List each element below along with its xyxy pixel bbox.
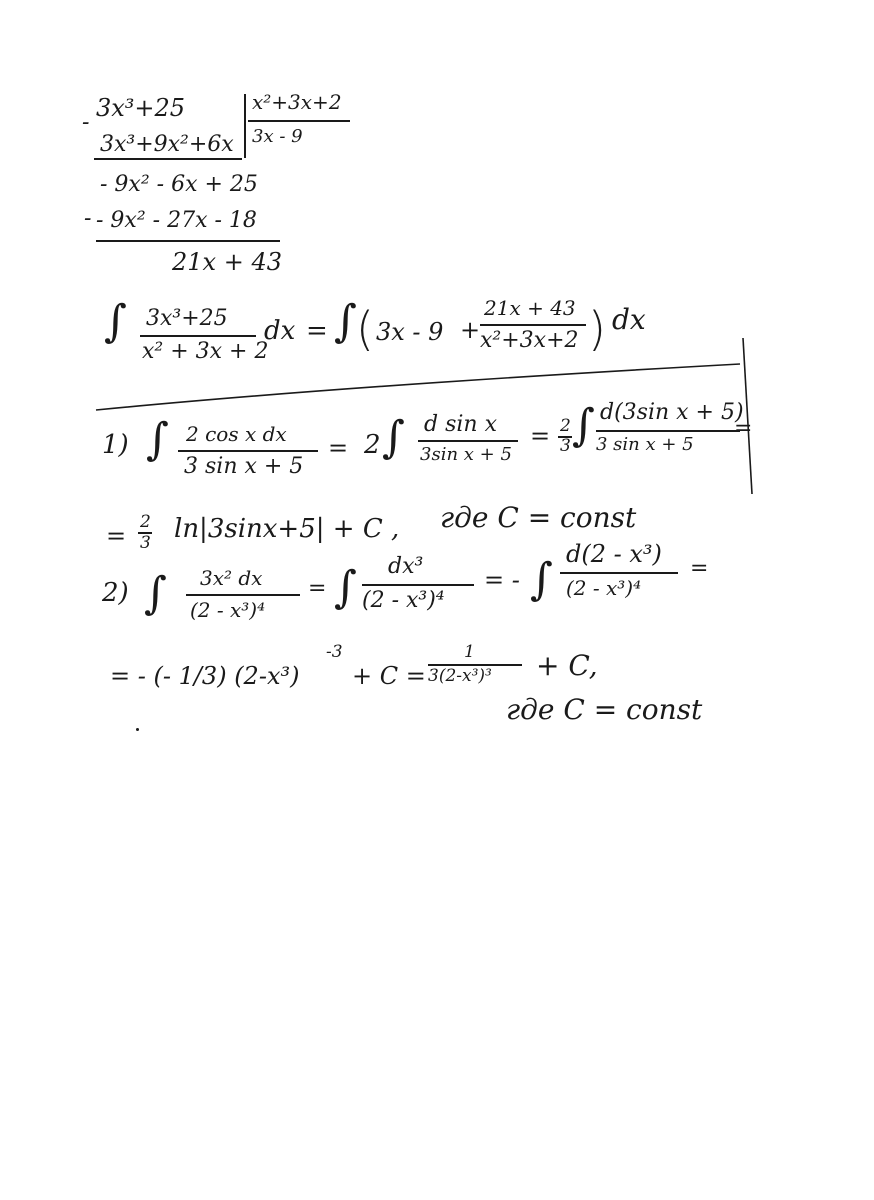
problem-2-numerator-3: d(2 - x³)	[566, 540, 662, 568]
problem-1-numerator-3: d(3sin x + 5)	[600, 400, 744, 425]
problem-2-denominator-3: (2 - x³)⁴	[566, 576, 642, 600]
remainder-denominator: x²+3x+2	[480, 328, 579, 353]
divisor: x²+3x+2	[252, 90, 342, 114]
polynomial-part: 3x - 9	[376, 318, 444, 346]
problem-1-bar-2	[418, 440, 518, 442]
problem-2-line2-mid: + C =	[352, 662, 426, 690]
problem-2-numerator-1: 3x² dx	[200, 566, 263, 590]
problem-1-denominator-3: 3 sin x + 5	[596, 434, 694, 455]
integral-sign-2: ∫	[334, 296, 357, 347]
problem-1-denominator-1: 3 sin x + 5	[184, 454, 304, 479]
product-1: 3x³+9x²+6x	[100, 132, 234, 157]
problem-2-line2-exponent: -3	[326, 642, 343, 662]
problem-2-bar-3	[560, 572, 678, 574]
problem-1-label: 1)	[102, 430, 129, 460]
dividend: 3x³+25	[96, 94, 186, 122]
problem-2-integral-sign-3: ∫	[530, 554, 553, 605]
plus-sign: +	[460, 316, 481, 344]
problem-2-equals-1: =	[308, 576, 327, 601]
problem-1-equals-3: =	[734, 416, 753, 441]
problem-2-integral-sign: ∫	[144, 568, 167, 619]
product-2: - 9x² - 27x - 18	[96, 208, 257, 233]
problem-2-equals-3: =	[690, 556, 709, 581]
integral-sign: ∫	[104, 296, 127, 347]
remainder-numerator: 21x + 43	[484, 296, 576, 320]
problem-1-result-coefficient-numerator: 2	[140, 512, 151, 532]
problem-1-numerator-2: d sin x	[424, 412, 497, 437]
quotient: 3x - 9	[252, 126, 303, 147]
problem-2-line2-fraction-denominator: 3(2-x³)³	[428, 666, 492, 686]
problem-1-integral-sign-2: ∫	[382, 412, 405, 463]
remainder-2: 21x + 43	[172, 248, 282, 276]
dx-1: dx	[264, 316, 296, 346]
problem-1-coefficient-3-denominator: 3	[560, 436, 571, 456]
problem-2-where-clause: где C = const	[506, 693, 703, 726]
problem-1-result-equals: =	[106, 522, 127, 550]
problem-1-result: ln|3sinx+5| + C ,	[174, 514, 400, 544]
division-minus-1: -	[82, 110, 90, 135]
dx-2: dx	[612, 303, 646, 336]
problem-1-bar-1	[178, 450, 318, 452]
problem-1-equals-2: =	[530, 422, 551, 450]
problem-2-denominator-1: (2 - x³)⁴	[190, 598, 266, 622]
problem-1-coefficient-2: 2	[364, 430, 381, 460]
problem-1-denominator-2: 3sin x + 5	[420, 444, 512, 465]
problem-2-line2-start: = - (- 1/3) (2-x³)	[110, 662, 300, 690]
problem-2-integral-sign-2: ∫	[334, 562, 357, 613]
stray-dot	[136, 728, 139, 731]
problem-1-integral-sign: ∫	[146, 414, 169, 465]
problem-2-bar-2	[362, 584, 474, 586]
problem-1-where-clause: где C = const	[440, 501, 637, 534]
problem-1-integral-sign-3: ∫	[572, 400, 595, 451]
division-minus-2: -	[84, 206, 92, 231]
problem-1-result-coefficient-denominator: 3	[140, 533, 151, 553]
problem-2-line2-fraction-numerator: 1	[464, 642, 475, 662]
open-paren: (	[356, 302, 374, 356]
problem-1-coefficient-3-numerator: 2	[560, 416, 571, 436]
problem-2-equals-2: = -	[484, 566, 520, 594]
remainder-1: - 9x² - 6x + 25	[100, 172, 258, 197]
problem-1-bar-3	[596, 430, 740, 432]
problem-1-numerator-1: 2 cos x dx	[186, 422, 287, 446]
fraction-numerator: 3x³+25	[146, 306, 228, 331]
problem-2-denominator-2: (2 - x³)⁴	[362, 588, 445, 613]
problem-2-line2-end: + C,	[536, 649, 598, 682]
problem-2-bar-1	[186, 594, 300, 596]
problem-2-label: 2)	[102, 578, 129, 608]
equals-1: =	[306, 316, 328, 346]
problem-2-numerator-2: dx³	[388, 554, 424, 579]
problem-1-equals-1: =	[328, 434, 349, 462]
close-paren: )	[588, 302, 606, 356]
fraction-denominator: x² + 3x + 2	[142, 339, 269, 364]
